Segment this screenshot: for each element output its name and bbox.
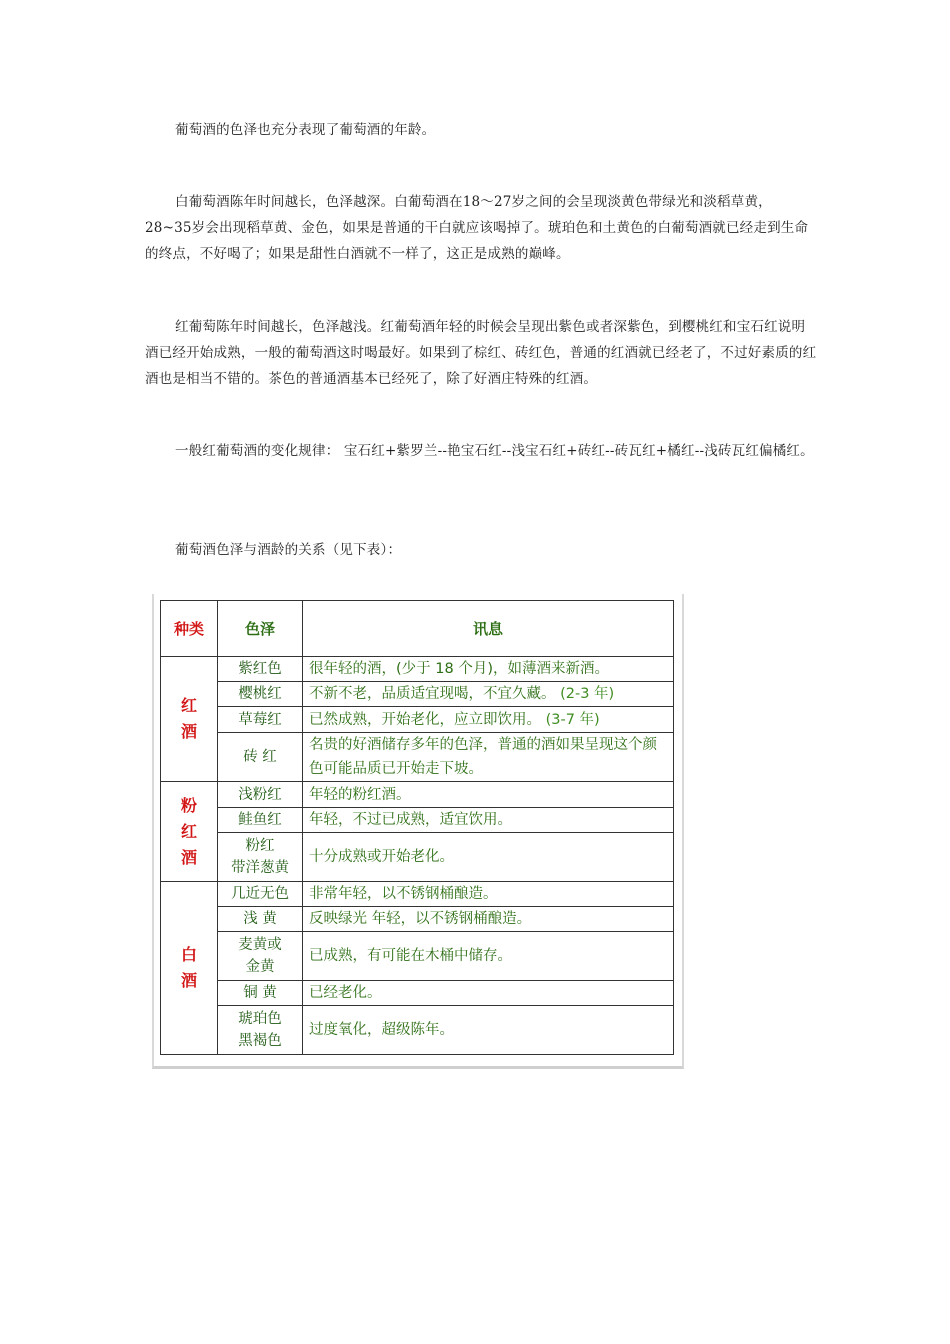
table-row	[161, 707, 674, 732]
color-cell: 浅 黄	[218, 907, 303, 932]
table-row	[161, 1006, 674, 1055]
kind-rose-wine: 粉 红 酒	[161, 782, 218, 881]
info-text: 已然成熟，开始老化，应立即饮用。	[309, 711, 541, 728]
info-text: 很年轻的酒，(少于 18 个月)，如薄酒来新酒。	[309, 660, 609, 677]
color-cell: 紫红色	[218, 656, 303, 681]
paragraph-white-wine: 白葡萄酒陈年时间越长，色泽越深。白葡萄酒在18～27岁之间的会呈现淡黄色带绿光和淡稻草黄，28~35岁会出现稻草黄、金色，如果是普通的干白就应该喝掉了。琥珀色和土黄色的白葡萄酒就已经走到生命的终点，不好喝了；如果是甜性白酒就不一样了，这正是成熟的巅峰。	[145, 194, 809, 262]
kind-red-wine: 红 酒	[161, 656, 218, 782]
paragraph-intro: 葡萄酒的色泽也充分表现了葡萄酒的年龄。	[175, 122, 436, 138]
info-cell	[303, 732, 674, 782]
color-cell: 麦黄或 金黄	[218, 932, 303, 981]
info-cell	[303, 682, 674, 707]
header-info: 讯息	[303, 601, 674, 657]
table-row	[161, 980, 674, 1005]
info-cell: 已成熟，有可能在木桶中储存。	[303, 932, 674, 981]
color-cell: 砖 红	[218, 732, 303, 782]
color-cell: 浅粉红	[218, 782, 303, 807]
header-kind: 种类	[161, 601, 218, 657]
info-cell: 非常年轻，以不锈钢桶酿造。	[303, 881, 674, 906]
color-cell: 粉红 带洋葱黄	[218, 833, 303, 882]
info-cell	[303, 707, 674, 732]
color-cell: 草莓红	[218, 707, 303, 732]
info-cell: 反映绿光 年轻，以不锈钢桶酿造。	[303, 907, 674, 932]
color-cell: 铜 黄	[218, 980, 303, 1005]
info-text: 名贵的好酒储存多年的色泽，普通的酒如果呈现这个颜色可能品质已开始走下坡。	[309, 737, 657, 778]
table-row	[161, 782, 674, 807]
paragraph-red-wine: 红葡萄陈年时间越长，色泽越浅。红葡萄酒年轻的时候会呈现出紫色或者深紫色，到樱桃红和宝石红说明酒已经开始成熟，一般的葡萄酒这时喝最好。如果到了棕红、砖红色，普通的红酒就已经老了，不过好素质的红酒也是相当不错的。茶色的普通酒基本已经死了，除了好酒庄特殊的红酒。	[145, 319, 817, 387]
table-row	[161, 932, 674, 981]
table-row	[161, 807, 674, 832]
age-range: (3-7 年)	[545, 711, 600, 728]
color-cell: 琥珀色 黑褐色	[218, 1006, 303, 1055]
info-cell: 年轻的粉红酒。	[303, 782, 674, 807]
color-cell: 樱桃红	[218, 682, 303, 707]
table-row	[161, 682, 674, 707]
info-cell: 年轻，不过已成熟，适宜饮用。	[303, 807, 674, 832]
color-cell: 鲑鱼红	[218, 807, 303, 832]
table-row	[161, 656, 674, 681]
info-text: 不新不老，品质适宜现喝，不宜久藏。	[309, 686, 556, 703]
paragraph-table-caption: 葡萄酒色泽与酒龄的关系（见下表）：	[175, 542, 402, 558]
wine-color-age-table	[160, 600, 674, 1055]
age-range: (2-3 年)	[560, 686, 615, 703]
table-row	[161, 833, 674, 882]
color-cell: 几近无色	[218, 881, 303, 906]
info-cell: 已经老化。	[303, 980, 674, 1005]
header-color: 色泽	[218, 601, 303, 657]
table-row	[161, 881, 674, 906]
paragraph-red-wine-progression: 一般红葡萄酒的变化规律： 宝石红+紫罗兰--艳宝石红--浅宝石红+砖红--砖瓦红+橘红--浅砖瓦红偏橘红。	[175, 443, 814, 459]
table-row	[161, 732, 674, 782]
kind-white-wine: 白 酒	[161, 881, 218, 1054]
table-row	[161, 907, 674, 932]
info-cell: 过度氧化，超级陈年。	[303, 1006, 674, 1055]
table-header-row	[161, 601, 674, 657]
info-cell	[303, 656, 674, 681]
wine-color-age-table-image	[152, 594, 684, 1069]
info-cell: 十分成熟或开始老化。	[303, 833, 674, 882]
